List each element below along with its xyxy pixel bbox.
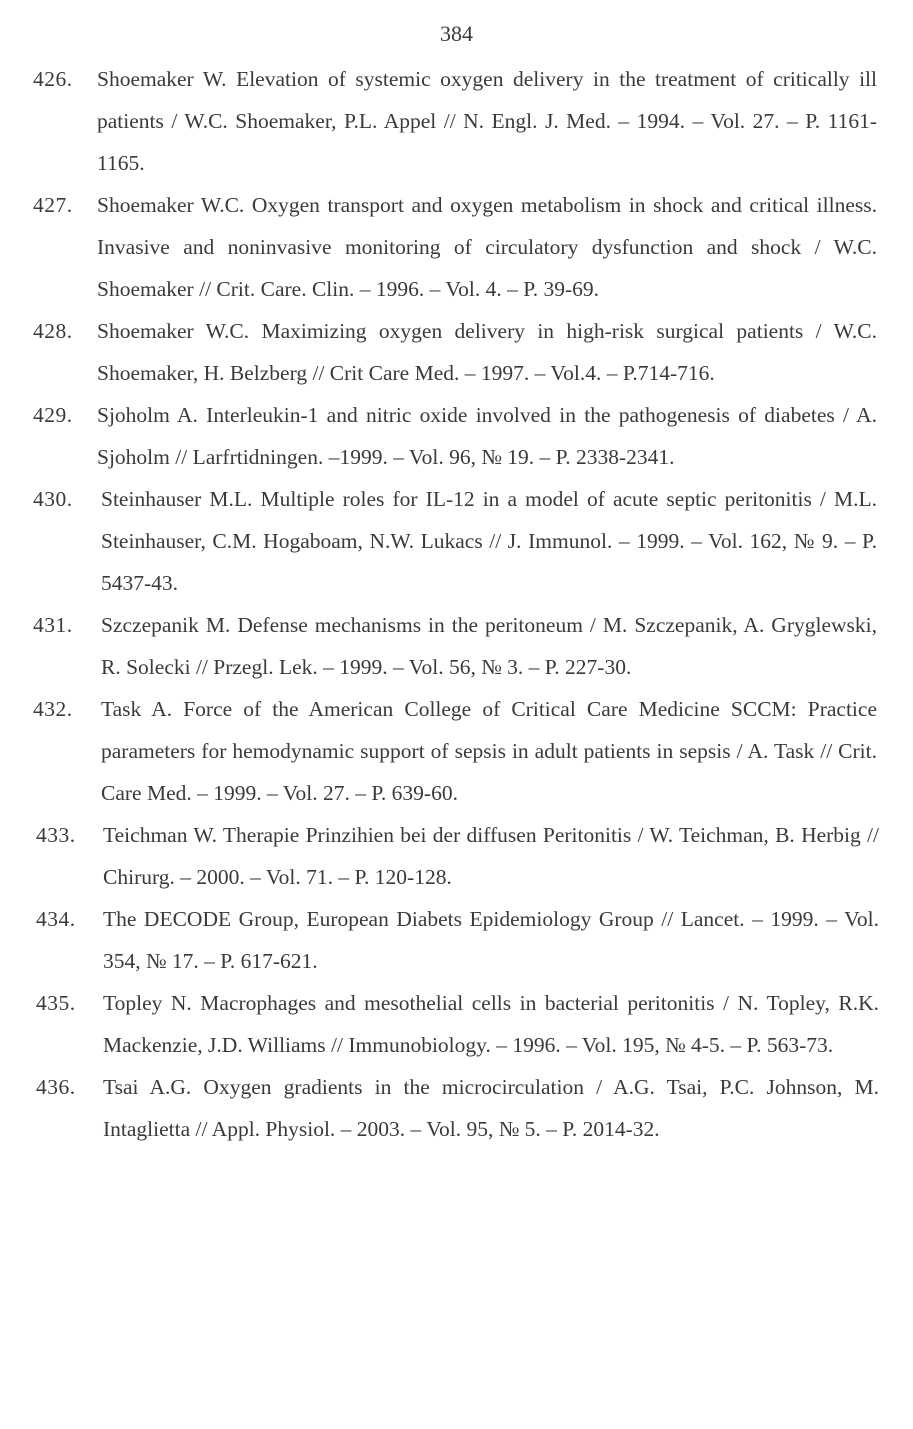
reference-item: [0, 688, 913, 814]
reference-item: [0, 982, 913, 1066]
reference-item: [0, 1066, 913, 1150]
reference-item: [0, 58, 913, 184]
page-number: 384: [440, 21, 473, 46]
reference-item: [0, 310, 913, 394]
reference-number: 432.: [33, 697, 73, 721]
reference-number: 433.: [36, 823, 76, 847]
reference-text: Tsai A.G. Oxygen gradients in the microcirculation / A.G. Tsai, P.C. Johnson, M. Intaglietta // Appl. Physiol. – 2003. – Vol. 95, № 5. – P. 2014-32.: [103, 1075, 879, 1141]
reference-item: [0, 394, 913, 478]
reference-item: [0, 814, 913, 898]
reference-text: Shoemaker W.C. Oxygen transport and oxygen metabolism in shock and critical illness. Invasive and noninvasive monitoring of circulatory dysfunction and shock / W.C. Shoemaker // Crit. Care. Clin. – 1996. – Vol. 4. – P. 39-69.: [97, 193, 877, 301]
reference-text: Task A. Force of the American College of Critical Care Medicine SCCM: Practice parameters for hemodynamic support of sepsis in adult patients in sepsis / A. Task // Crit. Care Med. – 1999. – Vol. 27. – P. 639-60.: [101, 697, 877, 805]
reference-list: [0, 58, 913, 1150]
reference-text: Steinhauser M.L. Multiple roles for IL-12 in a model of acute septic peritonitis / M.L. Steinhauser, C.M. Hogaboam, N.W. Lukacs // J. Immunol. – 1999. – Vol. 162, № 9. – P. 5437-43.: [101, 487, 877, 595]
reference-number: 428.: [33, 319, 73, 343]
reference-number: 436.: [36, 1075, 76, 1099]
reference-number: 427.: [33, 193, 73, 217]
reference-number: 429.: [33, 403, 73, 427]
reference-text: Sjoholm A. Interleukin-1 and nitric oxide involved in the pathogenesis of diabetes / A. Sjoholm // Larfrtidningen. –1999. – Vol. 96, № 19. – P. 2338-2341.: [97, 403, 877, 469]
reference-text: Szczepanik M. Defense mechanisms in the peritoneum / M. Szczepanik, A. Gryglewski, R. Solecki // Przegl. Lek. – 1999. – Vol. 56, № 3. – P. 227-30.: [101, 613, 877, 679]
reference-number: 431.: [33, 613, 73, 637]
reference-text: Topley N. Macrophages and mesothelial cells in bacterial peritonitis / N. Topley, R.K. Mackenzie, J.D. Williams // Immunobiology. – 1996. – Vol. 195, № 4-5. – P. 563-73.: [103, 991, 879, 1057]
reference-item: [0, 184, 913, 310]
reference-item: [0, 478, 913, 604]
reference-text: Shoemaker W.C. Maximizing oxygen delivery in high-risk surgical patients / W.C. Shoemaker, H. Belzberg // Crit Care Med. – 1997. – Vol.4. – P.714-716.: [97, 319, 877, 385]
reference-text: The DECODE Group, European Diabets Epidemiology Group // Lancet. – 1999. – Vol. 354, № 17. – P. 617-621.: [103, 907, 879, 973]
reference-number: 426.: [33, 67, 73, 91]
reference-number: 434.: [36, 907, 76, 931]
reference-item: [0, 604, 913, 688]
reference-number: 430.: [33, 487, 73, 511]
reference-text: Shoemaker W. Elevation of systemic oxygen delivery in the treatment of critically ill patients / W.C. Shoemaker, P.L. Appel // N. Engl. J. Med. – 1994. – Vol. 27. – P. 1161-1165.: [97, 67, 877, 175]
reference-text: Teichman W. Therapie Prinzihien bei der diffusen Peritonitis / W. Teichman, B. Herbig // Chirurg. – 2000. – Vol. 71. – P. 120-128.: [103, 823, 879, 889]
reference-number: 435.: [36, 991, 76, 1015]
reference-item: [0, 898, 913, 982]
